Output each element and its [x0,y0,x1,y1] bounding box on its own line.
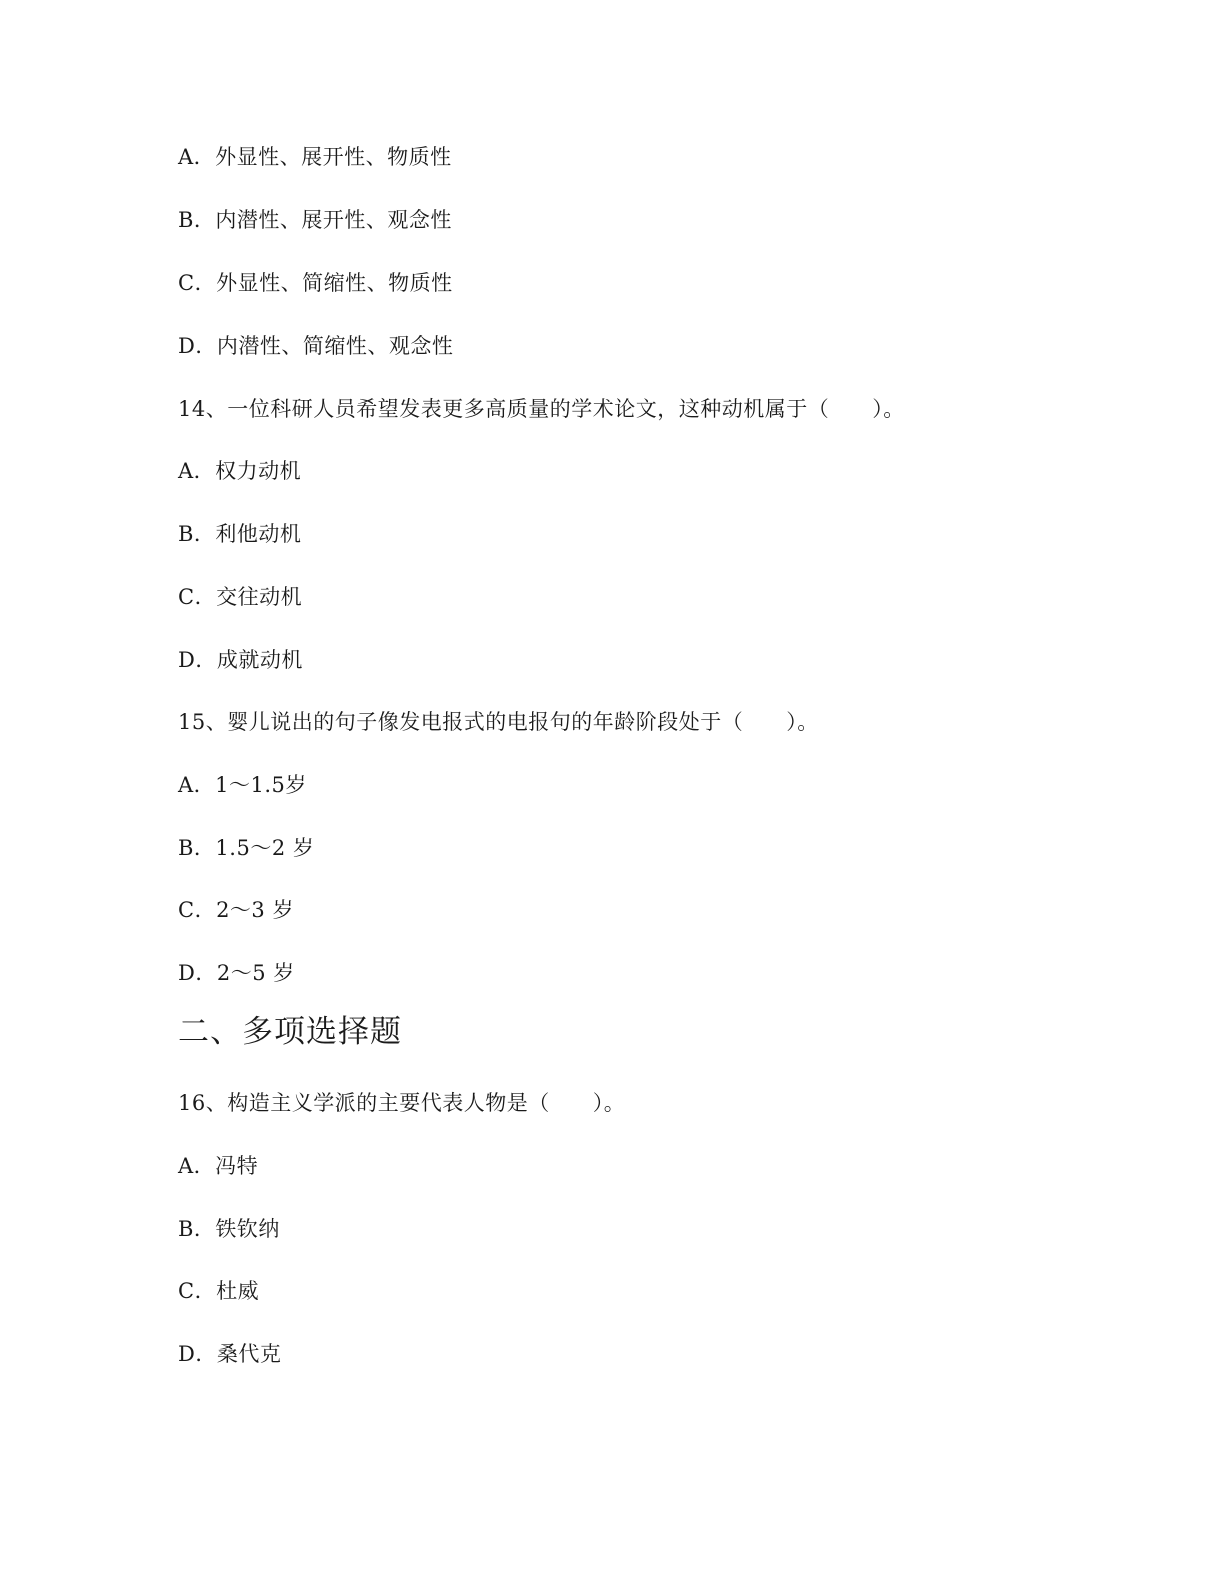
q15-option-a: A．1～1.5岁 [178,773,307,797]
q15-stem: 15、婴儿说出的句子像发电报式的电报句的年龄阶段处于（ ）。 [178,710,819,734]
q16-option-d: D．桑代克 [178,1342,282,1366]
q16-option-b: B．铁钦纳 [178,1217,280,1241]
q15-option-b: B．1.5～2 岁 [178,836,315,860]
q15-option-c: C．2～3 岁 [178,898,294,922]
q13-option-d: D．内潜性、简缩性、观念性 [178,334,454,358]
q15-option-d: D．2～5 岁 [178,961,295,985]
q14-option-a: A．权力动机 [178,459,302,483]
q13-option-a: A．外显性、展开性、物质性 [178,145,452,169]
q13-option-b: B．内潜性、展开性、观念性 [178,208,452,232]
q14-option-c: C．交往动机 [178,585,303,609]
q14-option-d: D．成就动机 [178,648,303,672]
q16-option-c: C．杜威 [178,1279,260,1303]
q14-option-b: B．利他动机 [178,522,302,546]
section-heading-multiple-choice: 二、多项选择题 [178,1014,402,1050]
q14-stem: 14、一位科研人员希望发表更多高质量的学术论文，这种动机属于（ ）。 [178,397,905,421]
q13-option-c: C．外显性、简缩性、物质性 [178,271,453,295]
q16-option-a: A．冯特 [178,1154,259,1178]
q16-stem: 16、构造主义学派的主要代表人物是（ ）。 [178,1091,626,1115]
